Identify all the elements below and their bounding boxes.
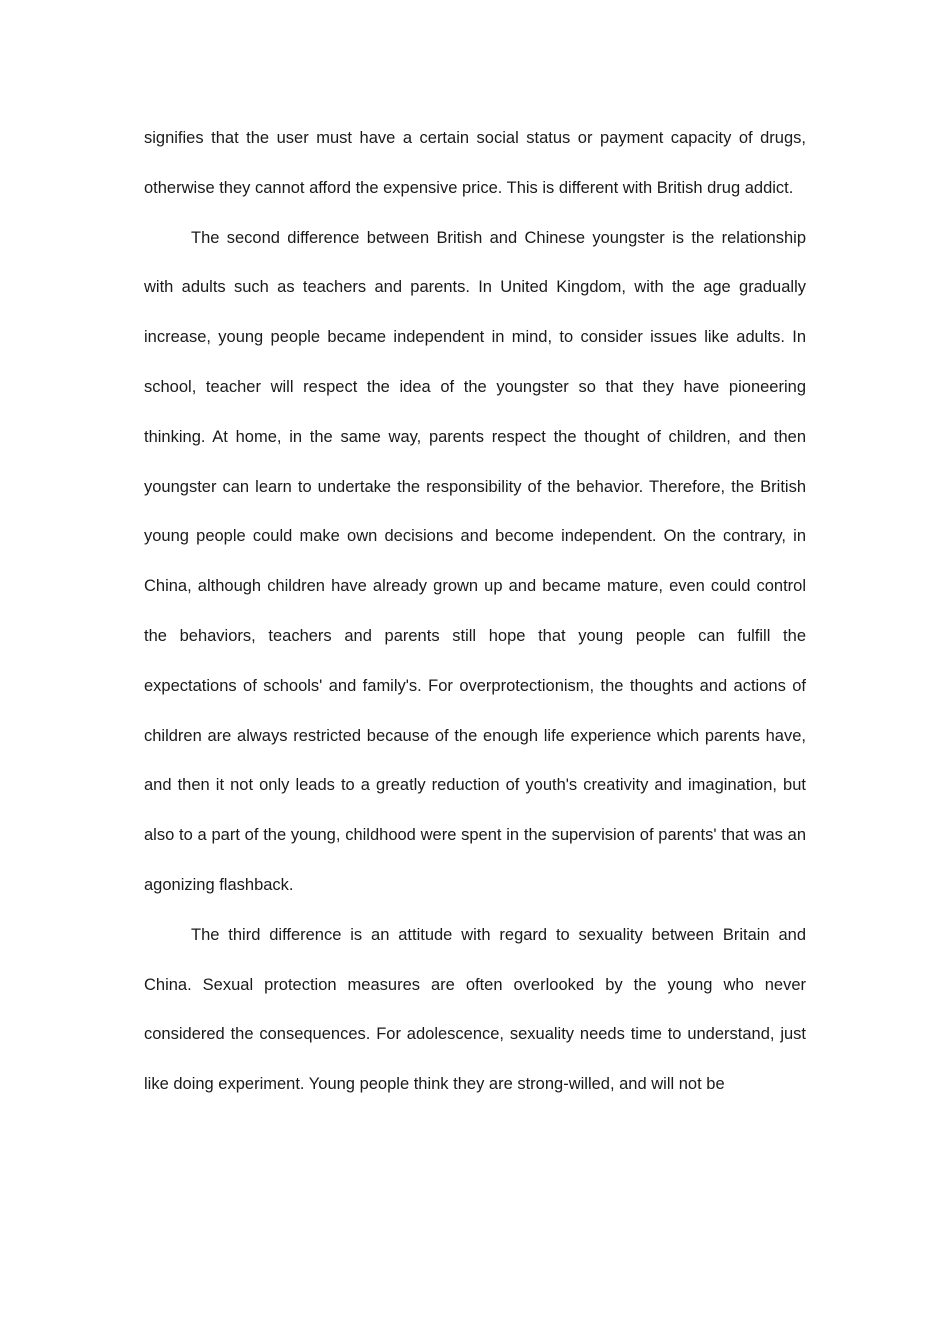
paragraph-third-difference: The third difference is an attitude with regard to sexuality between Britain and China. Sexual protection measures are often overlooked by the young who never considered the consequences. For adolescence, sexuality needs time to understand, just like doing experiment. Young people think they are strong-willed, and will not be (144, 925, 806, 1094)
document-body (144, 114, 806, 1110)
paragraph-second-difference: The second difference between British and Chinese youngster is the relationship with adults such as teachers and parents. In United Kingdom, with the age gradually increase, young people became independent in mind, to consider issues like adults. In school, teacher will respect the idea of the youngster so that they have pioneering thinking. At home, in the same way, parents respect the thought of children, and then youngster can learn to undertake the responsibility of the behavior. Therefore, the British young people could make own decisions and become independent. On the contrary, in China, although children have already grown up and became mature, even could control the behaviors, teachers and parents still hope that young people can fulfill the expectations of schools' and family's. For overprotectionism, the thoughts and actions of children are always restricted because of the enough life experience which parents have, and then it not only leads to a greatly reduction of youth's creativity and imagination, but also to a part of the young, childhood were spent in the supervision of parents' that was an agonizing flashback. (144, 228, 806, 894)
paragraph-continuation: signifies that the user must have a certain social status or payment capacity of drugs, otherwise they cannot afford the expensive price. This is different with British drug addict. (144, 129, 806, 197)
